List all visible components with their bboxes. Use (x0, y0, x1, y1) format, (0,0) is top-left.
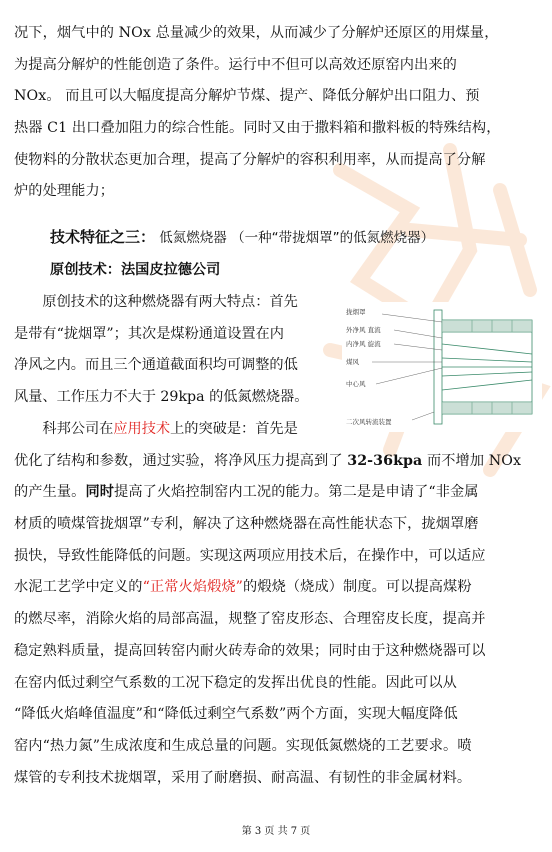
text-run: 的煅烧（烧成）制度。可以提高煤粉 (243, 579, 472, 596)
diagram-label: 煤风 (346, 358, 359, 366)
paragraph-1 (14, 18, 536, 208)
text-line (14, 477, 536, 509)
highlight-red: 应用技术 (113, 421, 171, 437)
diagram-label: 拢烟罩 (346, 308, 366, 316)
page-footer: 第 3 页 共 7 页 (241, 826, 311, 837)
text-bold: 同时 (85, 484, 115, 501)
text-line: 为提高分解炉的性能创造了条件。运行中不但可以高效还原窑内出来的 (14, 56, 457, 73)
text-line: NOx。 而且可以大幅度提高分解炉节煤、提产、降低分解炉出口阻力、预 (14, 88, 480, 105)
burner-diagram (342, 302, 542, 432)
diagram-label: 内净风 旋流 (346, 340, 381, 348)
section-heading (50, 226, 434, 247)
text-line: 的燃尽率，消除火焰的局部高温，规整了窑皮形态、合理窑皮长度，提高并 (14, 611, 486, 628)
paragraph-3-line-1 (14, 414, 332, 446)
text-line: 炉的处理能力； (14, 183, 115, 200)
text-line: 在窑内低过剩空气系数的工况下稳定的发挥出优良的性能。因此可以从 (14, 674, 457, 691)
text-line: 材质的喷煤管拢烟罩”专利，解决了这种燃烧器在高性能状态下，拢烟罩磨 (14, 516, 479, 533)
heading-bold: 技术特征之三： (50, 228, 156, 246)
highlight-red: “正常火焰煅烧” (142, 579, 244, 596)
text-line: 是带有“拢烟罩”；其次是煤粉通道设置在内 (14, 325, 284, 342)
text-line: 煤管的专利技术拢烟罩，采用了耐磨损、耐高温、有韧性的非金属材料。 (14, 769, 472, 786)
text-line: 窑内“热力氮”生成浓度和生成总量的问题。实现低氮燃烧的工艺要求。喷 (14, 737, 472, 754)
text-run: 水泥工艺学中定义的 (14, 579, 143, 596)
text-line (14, 446, 536, 478)
text-line: 稳定熟料质量，提高回转窑内耐火砖寿命的效果；同时由于这种燃烧器可以 (14, 642, 486, 659)
diagram-label: 二次风转流装置 (346, 418, 392, 426)
text-bold: 32-36kpa (347, 452, 423, 469)
text-line: 风量、工作压力不大于 29kpa 的低氮燃烧器。 (14, 389, 309, 406)
text-line (14, 414, 332, 446)
text-line: 原创技术的这种燃烧器有两大特点：首先 (14, 294, 298, 310)
text-line: 热器 C1 出口叠加阻力的综合性能。同时又由于撒料箱和撒料板的特殊结构， (14, 120, 501, 137)
text-run: 优化了结构和参数，通过实验，将净风压力提高到了 (14, 452, 348, 469)
paragraph-2 (14, 287, 332, 414)
text-run: 提高了火焰控制窑内工况的能力。第二是是申请了“非金属 (114, 484, 479, 501)
text-line: 使物料的分散状态更加合理，提高了分解炉的容积利用率，从而提高了分解 (14, 151, 486, 168)
text-line (14, 572, 536, 604)
text-line: 况下，烟气中的 NOx 总量减少的效果，从而减少了分解炉还原区的用煤量， (14, 25, 499, 41)
text-run: 的产生量。 (14, 484, 86, 501)
heading-normal: 低氮燃烧器 （一种“带拢烟罩”的低氮燃烧器） (155, 230, 435, 246)
paragraph-3 (14, 446, 536, 795)
diagram-label: 中心风 (346, 380, 366, 388)
subheading: 原创技术：法国皮拉德公司 (50, 262, 221, 278)
text-run: 上的突破是：首先是 (170, 421, 298, 437)
text-run: 而不增加 NOx (422, 452, 522, 469)
text-line: 损快，导致性能降低的问题。实现这两项应用技术后，在操作中，可以适应 (14, 547, 486, 564)
text-line: 净风之内。而且三个通道截面积均可调整的低 (14, 357, 298, 374)
text-line: “降低火焰峰值温度”和“降低过剩空气系数”两个方面，实现大幅度降低 (14, 706, 458, 723)
text-run: 科邦公司在 (14, 421, 114, 437)
diagram-label: 外净风 直流 (346, 326, 381, 334)
